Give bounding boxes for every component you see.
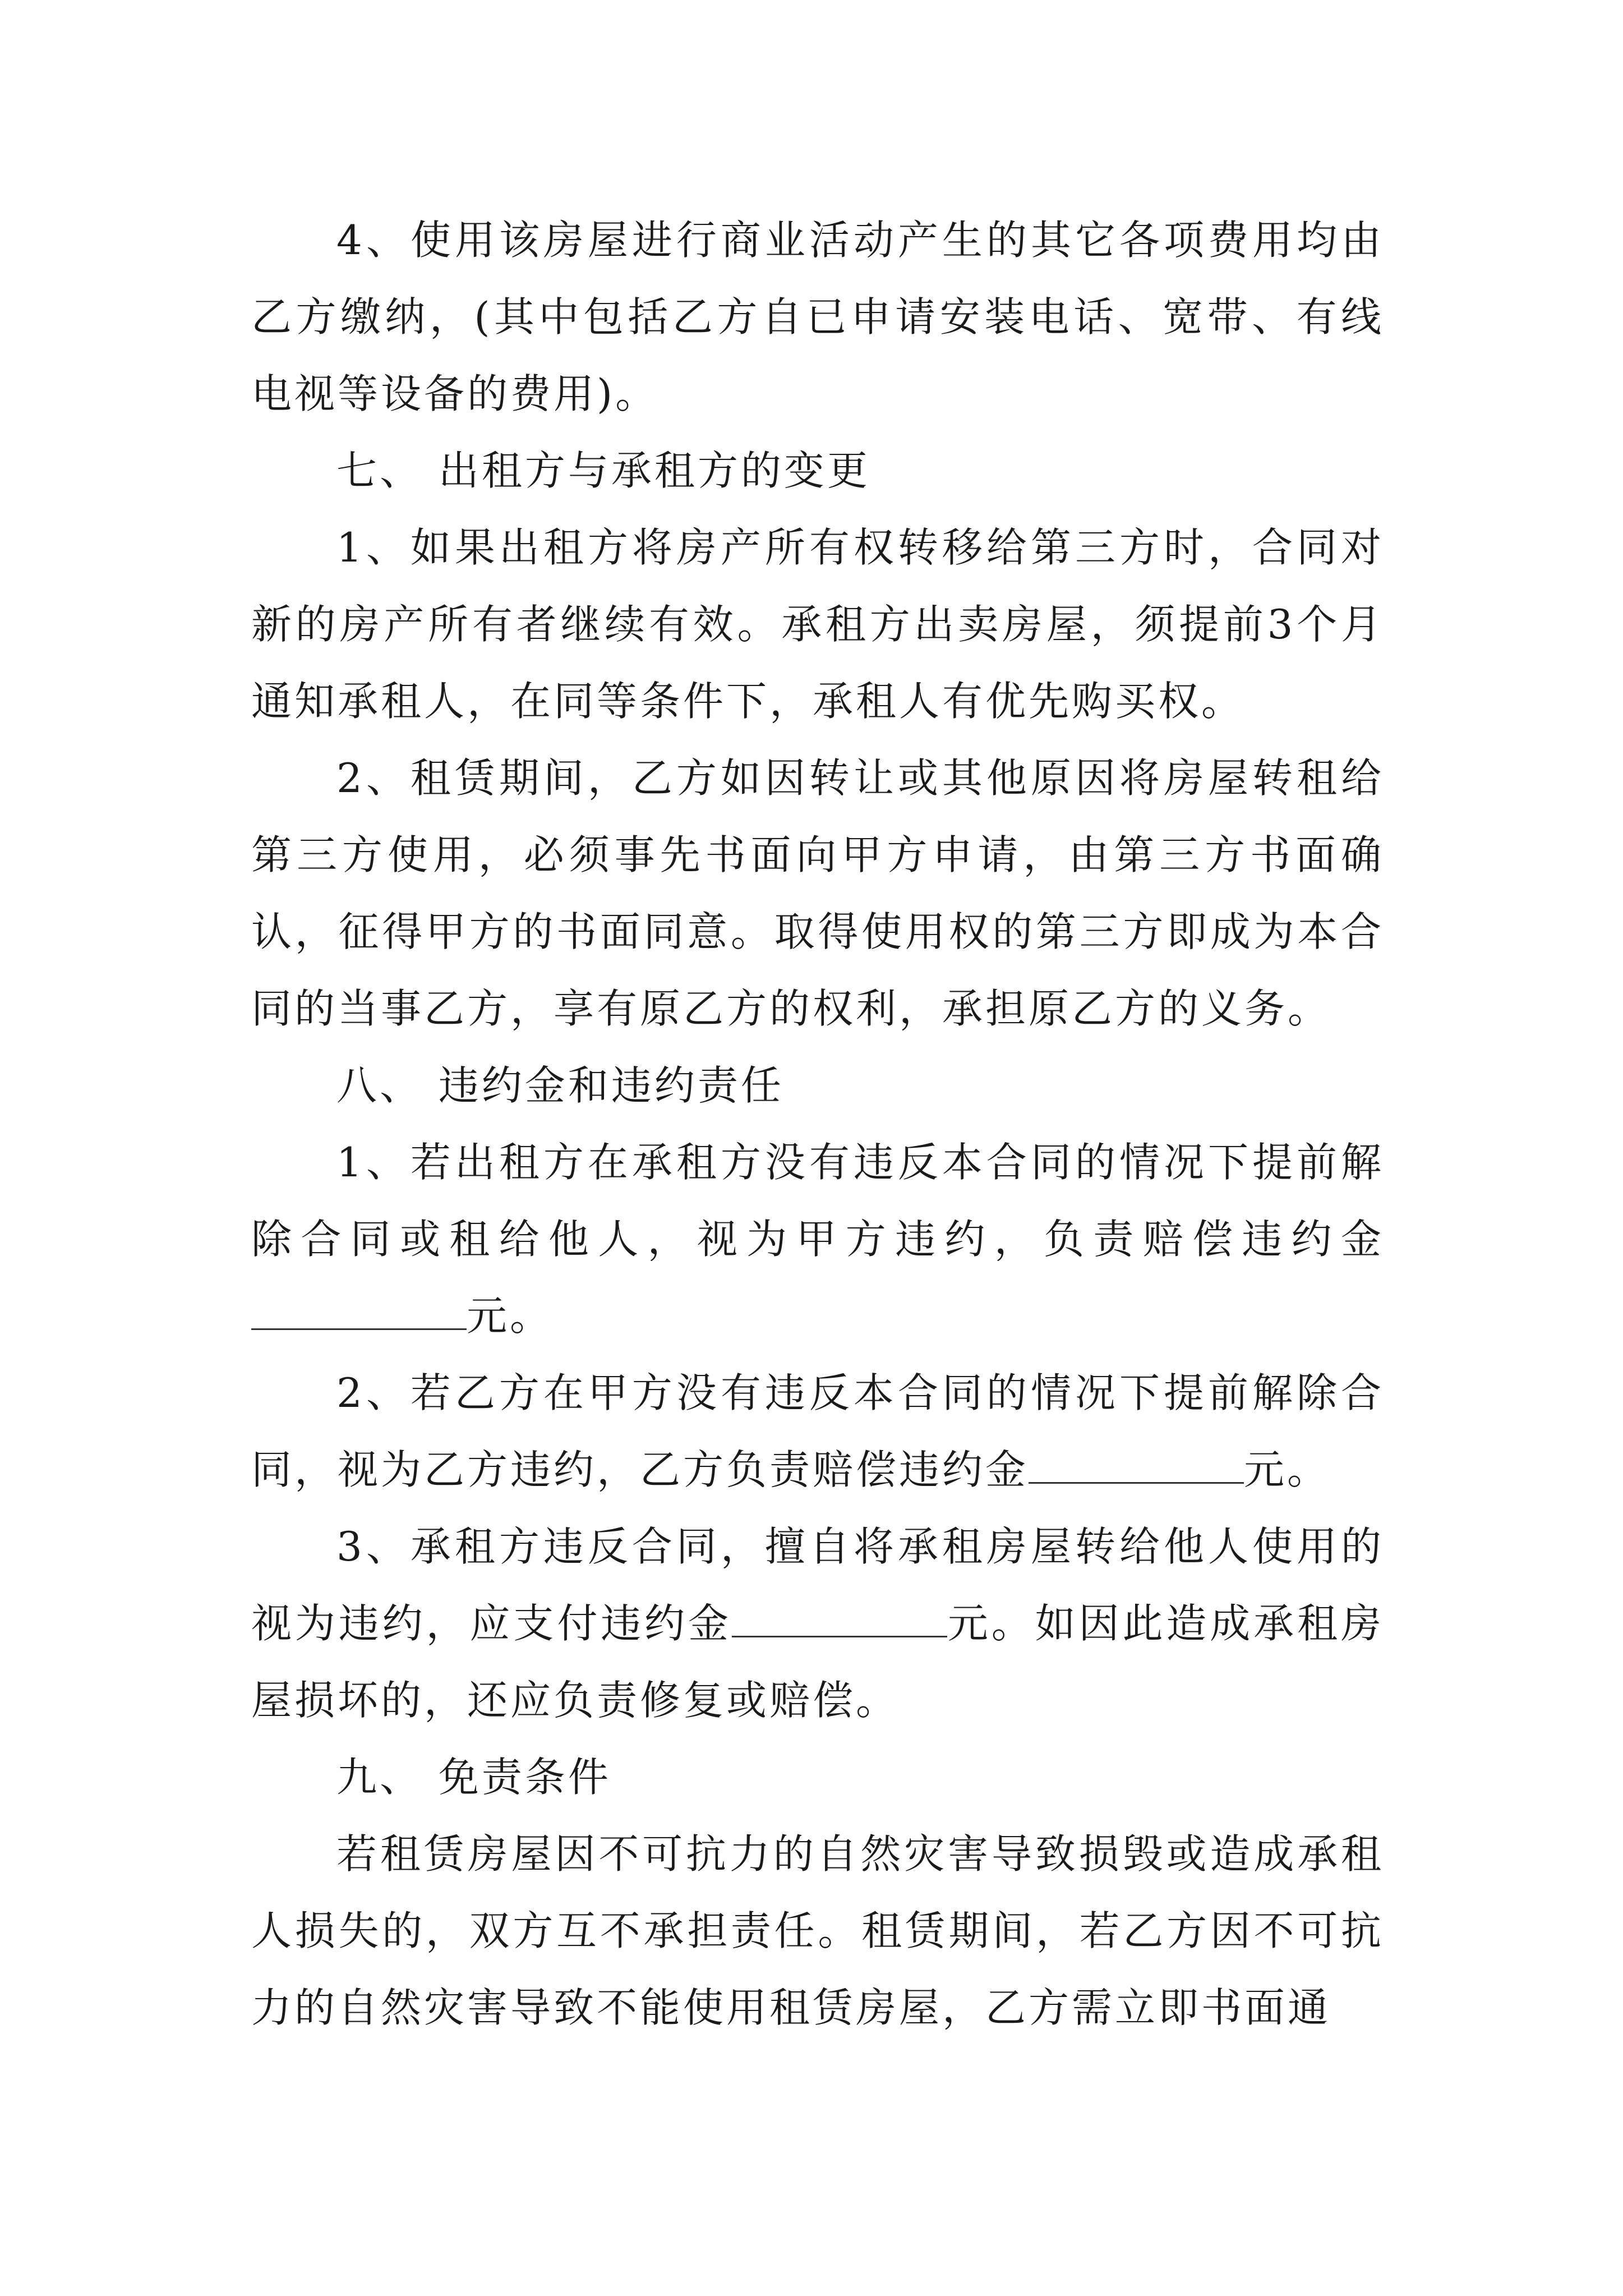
paragraph-fees: 4、使用该房屋进行商业活动产生的其它各项费用均由乙方缴纳，(其中包括乙方自已申请安装电话、宽带、有线电视等设备的费用)。 xyxy=(251,217,1384,417)
paragraph-8-1-end: 元。 xyxy=(467,1292,554,1340)
section-heading-9: 九、 免责条件 xyxy=(336,1754,611,1801)
blank-line-8-2 xyxy=(1029,1448,1244,1484)
paragraph-8-3-end: 元。如因此造成承租房屋损坏的，还应负责修复或赔偿。 xyxy=(251,1600,1384,1724)
blank-line-8-3 xyxy=(732,1602,947,1637)
paragraph-8-2-text: 2、若乙方在甲方没有违反本合同的情况下提前解除合同，视为乙方违约，乙方负责赔偿违约金 xyxy=(251,1369,1384,1493)
blank-line-8-1 xyxy=(251,1295,467,1330)
section-heading-8: 八、 违约金和违约责任 xyxy=(336,1062,784,1109)
section-heading-7: 七、 出租方与承租方的变更 xyxy=(336,447,870,494)
paragraph-8-2-end: 元。 xyxy=(1244,1446,1331,1493)
document-body xyxy=(251,202,1384,2046)
paragraph-9-1: 若租赁房屋因不可抗力的自然灾害导致损毁或造成承租人损失的，双方互不承担责任。租赁期间，若乙方因不可抗力的自然灾害导致不能使用租赁房屋，乙方需立即书面通 xyxy=(251,1830,1384,2031)
paragraph-7-1: 1、如果出租方将房产所有权转移给第三方时，合同对新的房产所有者继续有效。承租方出卖房屋，须提前3个月通知承租人，在同等条件下，承租人有优先购买权。 xyxy=(251,524,1384,725)
paragraph-7-2: 2、租赁期间，乙方如因转让或其他原因将房屋转租给第三方使用，必须事先书面向甲方申请，由第三方书面确认，征得甲方的书面同意。取得使用权的第三方即成为本合同的当事乙方，享有原乙方的权利，承担原乙方的义务。 xyxy=(251,754,1384,1032)
paragraph-8-3 xyxy=(251,1508,1384,1739)
paragraph-8-3-text: 3、承租方违反合同，擅自将承租房屋转给他人使用的视为违约，应支付违约金 xyxy=(251,1523,1384,1647)
paragraph-8-1 xyxy=(251,1124,1384,1355)
paragraph-8-2 xyxy=(251,1355,1384,1508)
paragraph-8-1-text: 1、若出租方在承租方没有违反本合同的情况下提前解除合同或租给他人，视为甲方违约，负责赔偿违约金 xyxy=(251,1139,1384,1263)
